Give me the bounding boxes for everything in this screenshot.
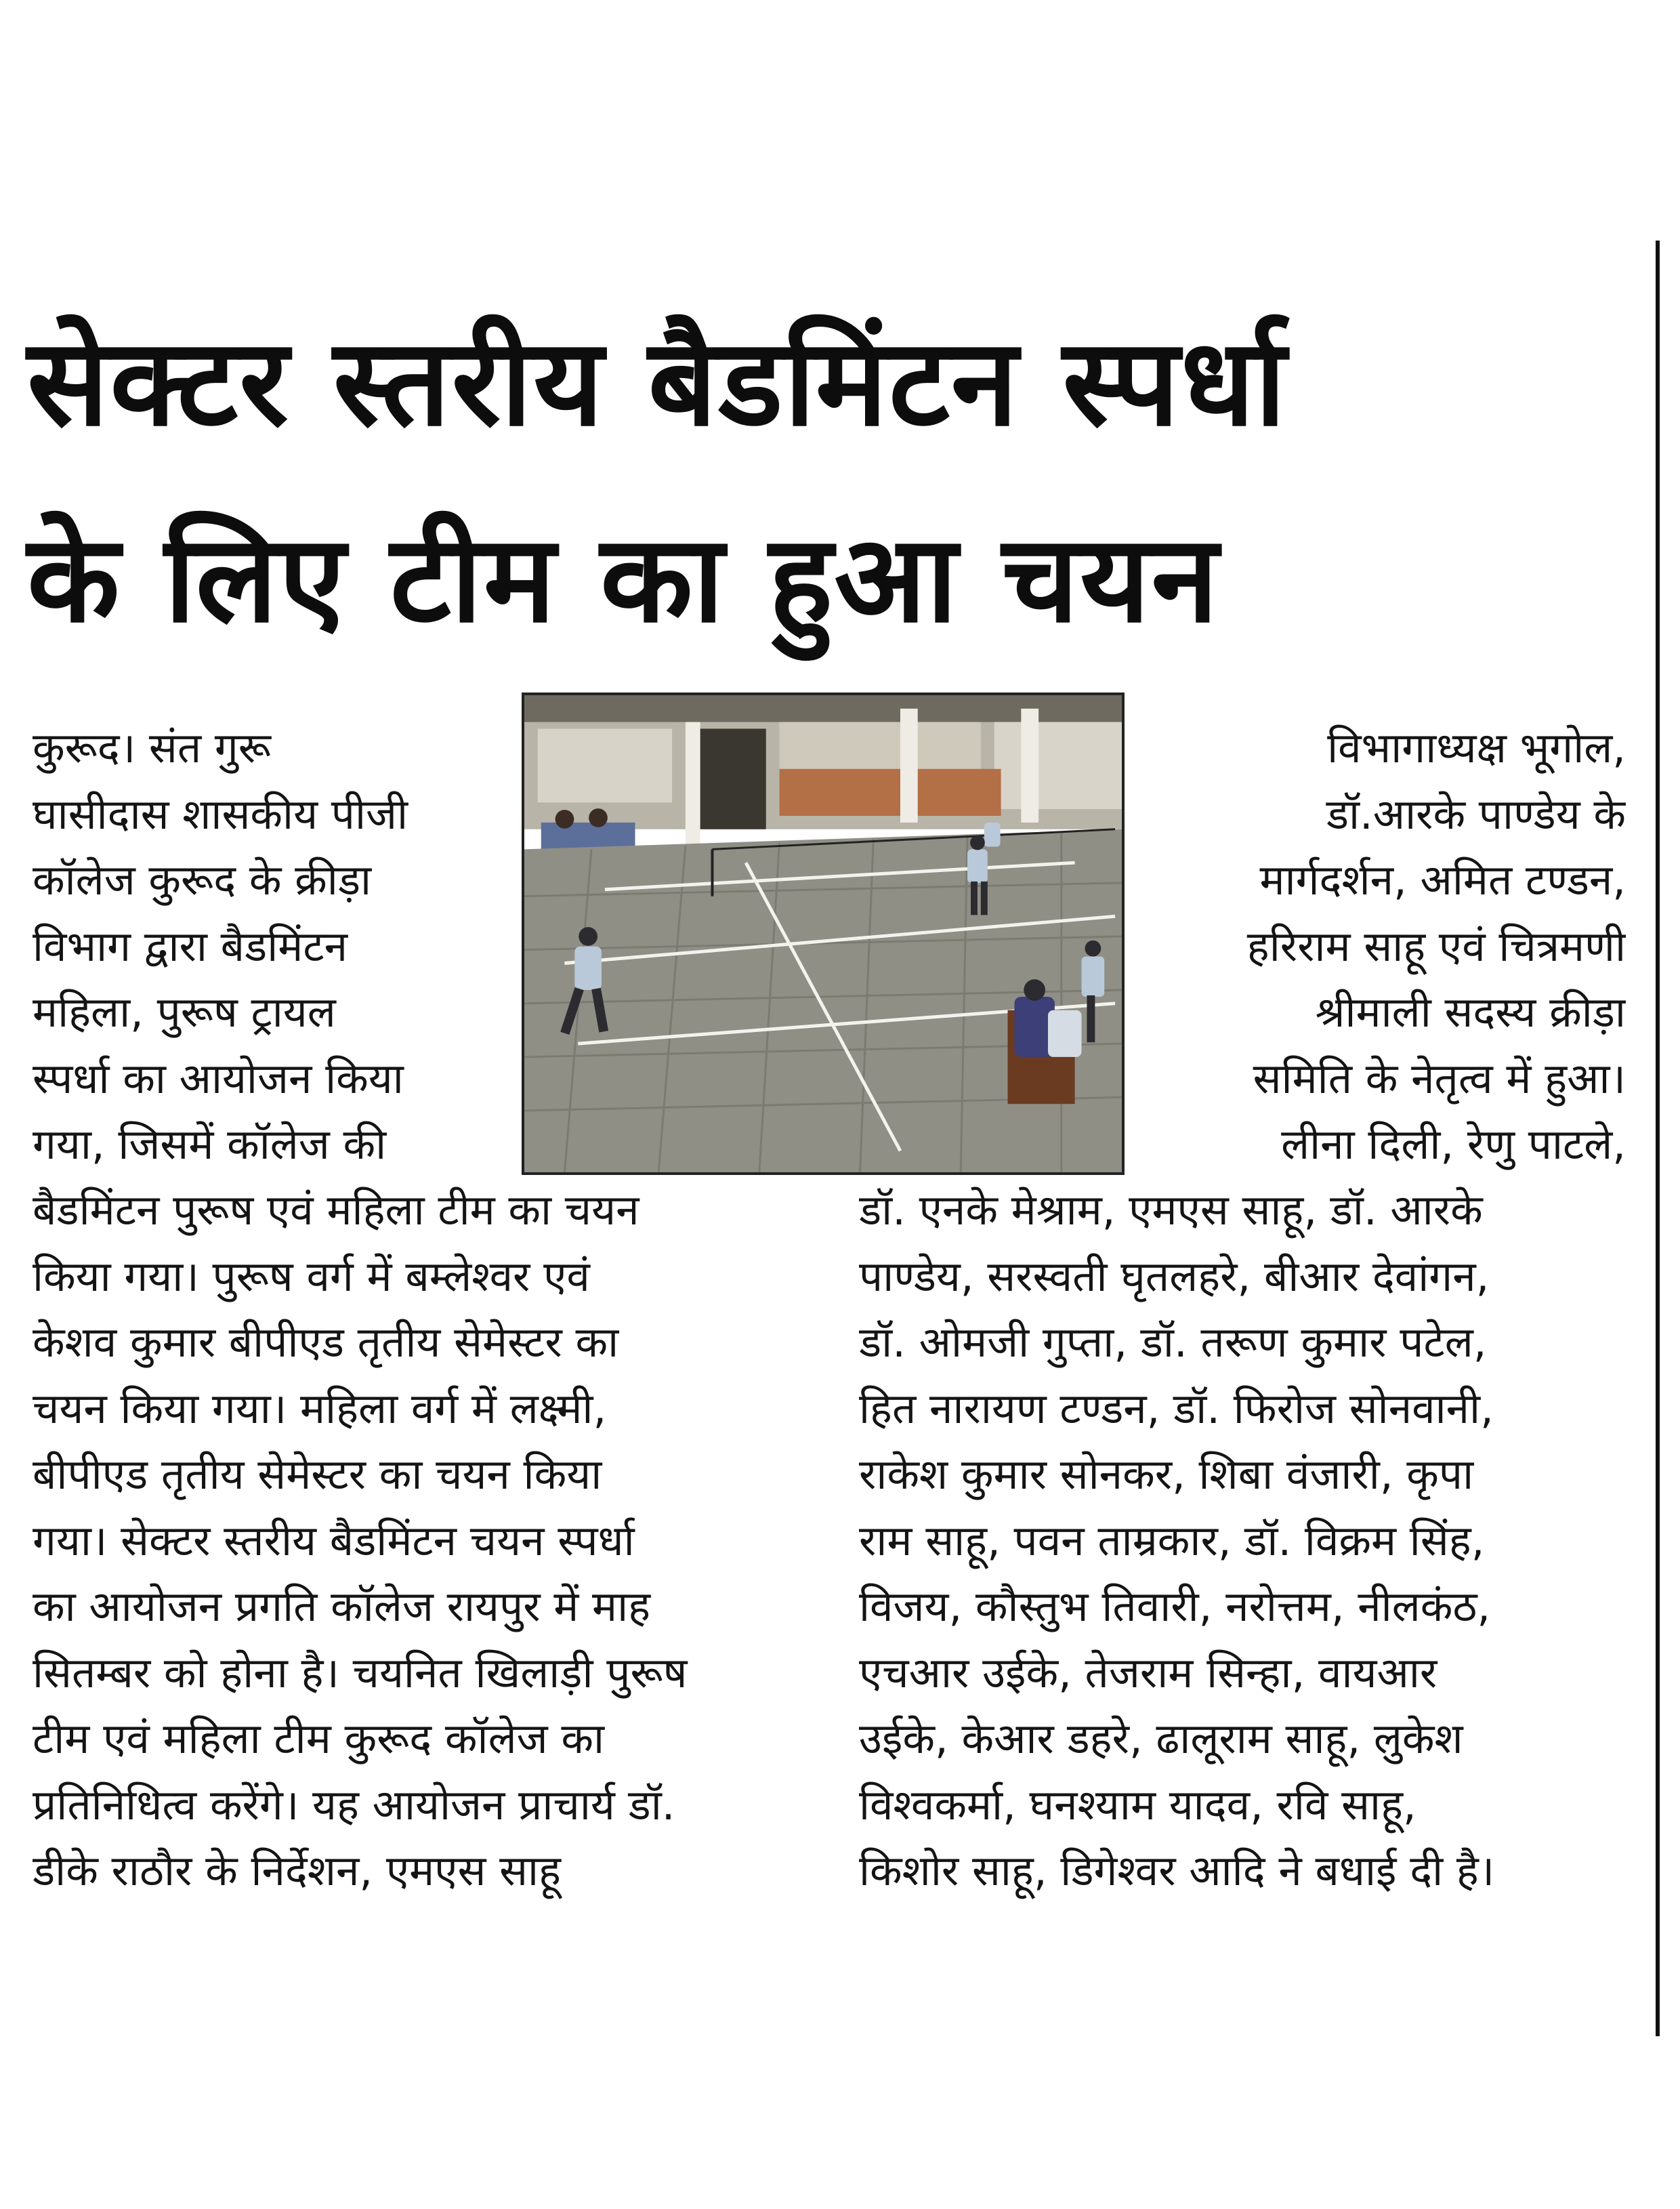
- article-line: मार्गदर्शन, अमित टण्डन,: [1259, 855, 1626, 905]
- article-line: डॉ. ओमजी गुप्ता, डॉ. तरूण कुमार पटेल,: [859, 1317, 1487, 1367]
- article-line: राम साहू, पवन ताम्रकार, डॉ. विक्रम सिंह,: [859, 1515, 1485, 1565]
- article-column-bottom-right: [859, 1177, 1631, 1904]
- article-line: गया, जिसमें कॉलेज की: [33, 1119, 387, 1169]
- article-line: स्पर्धा का आयोजन किया: [33, 1053, 404, 1103]
- article-line: हरिराम साहू एवं चित्रमणी: [1246, 921, 1626, 971]
- article-column-left-top: [33, 715, 473, 1178]
- article-line: समिति के नेतृत्व में हुआ।: [1253, 1053, 1626, 1103]
- article-line: बीपीएड तृतीय सेमेस्टर का चयन किया: [33, 1449, 602, 1499]
- article-line: राकेश कुमार सोनकर, शिबा वंजारी, कृपा: [859, 1449, 1474, 1499]
- article-line: प्रतिनिधित्व करेंगे। यह आयोजन प्राचार्य डॉ.: [33, 1779, 675, 1830]
- article-line: कॉलेज कुरूद के क्रीड़ा: [33, 855, 372, 905]
- article-line: हित नारायण टण्डन, डॉ. फिरोज सोनवानी,: [859, 1383, 1494, 1433]
- article-line: डीके राठौर के निर्देशन, एमएस साहू: [33, 1846, 561, 1895]
- headline: [27, 285, 1639, 678]
- article-line: विभागाध्यक्ष भूगोल,: [1327, 723, 1626, 772]
- article-line: टीम एवं महिला टीम कुरूद कॉलेज का: [33, 1714, 605, 1763]
- article-line: पाण्डेय, सरस्वती घृतलहरे, बीआर देवांगन,: [859, 1251, 1490, 1301]
- article-line: उईके, केआर डहरे, ढालूराम साहू, लुकेश: [859, 1714, 1463, 1763]
- article-line: का आयोजन प्रगति कॉलेज रायपुर में माह: [33, 1582, 651, 1631]
- article-line: डॉ.आरके पाण्डेय के: [1326, 789, 1626, 839]
- article-line: सितम्बर को होना है। चयनित खिलाड़ी पुरूष: [33, 1647, 688, 1697]
- article-line: डॉ. एनके मेश्राम, एमएस साहू, डॉ. आरके: [859, 1185, 1483, 1235]
- article-line: घासीदास शासकीय पीजी: [33, 789, 408, 839]
- article-line: विजय, कौस्तुभ तिवारी, नरोत्तम, नीलकंठ,: [859, 1582, 1491, 1631]
- article-line: किया गया। पुरूष वर्ग में बम्लेश्वर एवं: [33, 1251, 590, 1301]
- article-line: केशव कुमार बीपीएड तृतीय सेमेस्टर का: [33, 1317, 619, 1367]
- article-line: विभाग द्वारा बैडमिंटन: [33, 921, 348, 971]
- badminton-court-image: [524, 695, 1122, 1172]
- badminton-photo: [522, 693, 1125, 1175]
- article-line: गया। सेक्टर स्तरीय बैडमिंटन चयन स्पर्धा: [33, 1515, 635, 1565]
- article-line: श्रीमाली सदस्य क्रीड़ा: [1315, 987, 1626, 1037]
- article-line: किशोर साहू, डिगेश्वर आदि ने बधाई दी है।: [859, 1846, 1495, 1895]
- article-line: महिला, पुरूष ट्रायल: [33, 987, 336, 1037]
- article-column-right-top: [1179, 715, 1626, 1178]
- article-line: बैडमिंटन पुरूष एवं महिला टीम का चयन: [33, 1185, 639, 1235]
- headline-line-1: सेक्टर स्तरीय बैडमिंटन स्पर्धा: [27, 312, 1288, 453]
- article-column-bottom-left: [33, 1177, 798, 1904]
- article-line: विश्वकर्मा, घनश्याम यादव, रवि साहू,: [859, 1779, 1416, 1830]
- headline-line-2: के लिए टीम का हुआ चयन: [27, 509, 1220, 649]
- article-line: एचआर उईके, तेजराम सिन्हा, वायआर: [859, 1647, 1437, 1697]
- article-line: कुरूद। संत गुरू: [33, 723, 271, 772]
- column-rule: [1656, 241, 1660, 2036]
- article-line: लीना दिली, रेणु पाटले,: [1281, 1119, 1626, 1169]
- article-line: चयन किया गया। महिला वर्ग में लक्ष्मी,: [33, 1383, 607, 1433]
